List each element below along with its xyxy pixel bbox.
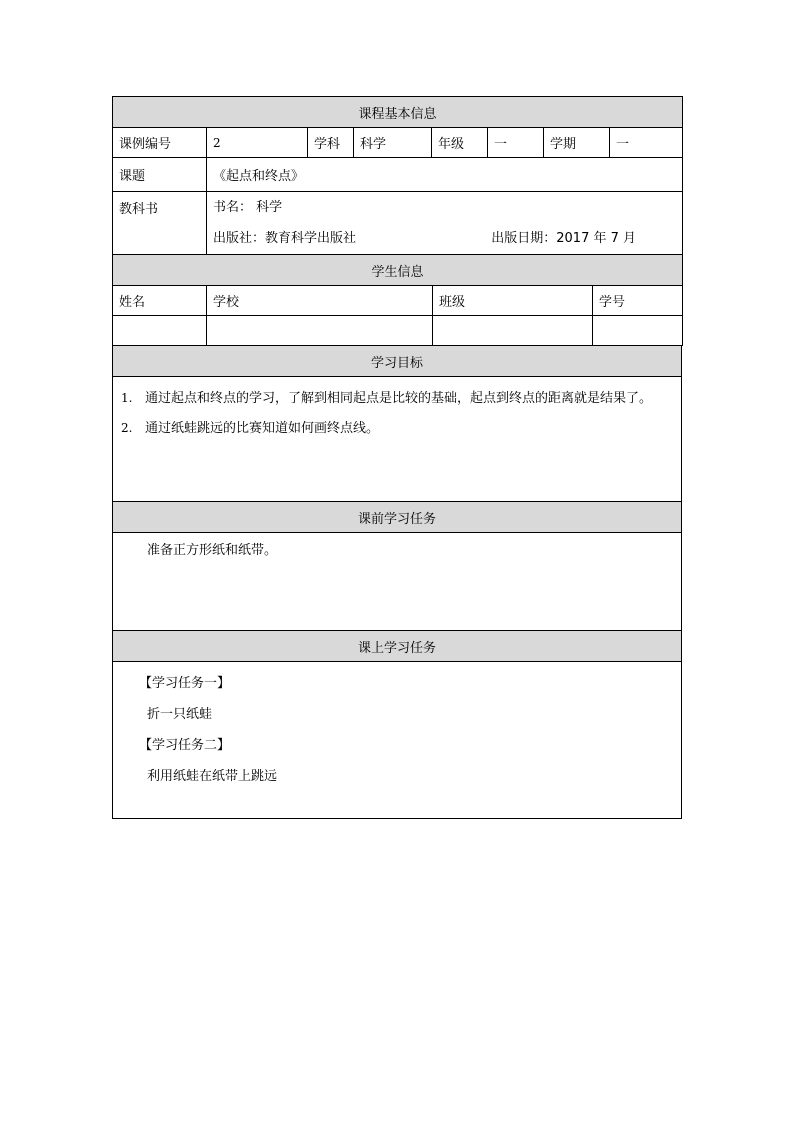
task2-text: 利用纸蛙在纸带上跳远 [147, 769, 278, 784]
course-info-table [112, 96, 683, 255]
grade-value: 一 [488, 128, 544, 158]
name-cell[interactable] [113, 316, 207, 346]
name-label: 姓名 [113, 286, 207, 316]
objectives-body [113, 377, 682, 502]
topic-value: 《起点和终点》 [207, 158, 683, 192]
student-id-label: 学号 [593, 286, 683, 316]
class-task-body [113, 662, 682, 819]
pre-task-header: 课前学习任务 [113, 502, 682, 533]
publish-date: 出版日期：2017 年 7 月 [491, 231, 637, 246]
list-item: 2. 通过纸蛙跳远的比赛知道如何画终点线。 [121, 421, 380, 436]
textbook-label: 教科书 [113, 192, 207, 255]
subject-value: 科学 [354, 128, 432, 158]
school-cell[interactable] [207, 316, 433, 346]
class-task-header: 课上学习任务 [113, 631, 682, 662]
student-info-header: 学生信息 [113, 255, 683, 286]
publisher: 出版社：教育科学出版社 [213, 231, 357, 246]
pre-task-body: 准备正方形纸和纸带。 [113, 533, 682, 631]
term-value: 一 [610, 128, 683, 158]
class-label: 班级 [433, 286, 593, 316]
student-info-table [112, 254, 683, 346]
class-cell[interactable] [433, 316, 593, 346]
list-item: 1. 通过起点和终点的学习，了解到相同起点是比较的基础，起点到终点的距离就是结果了。 [121, 391, 653, 406]
subject-label: 学科 [308, 128, 354, 158]
tasks-table [112, 345, 682, 819]
case-no-label: 课例编号 [113, 128, 207, 158]
course-info-header: 课程基本信息 [113, 97, 683, 128]
student-id-cell[interactable] [593, 316, 683, 346]
topic-label: 课题 [113, 158, 207, 192]
case-no-value: 2 [207, 128, 308, 158]
school-label: 学校 [207, 286, 433, 316]
book-name: 书名： 科学 [213, 200, 283, 215]
objectives-header: 学习目标 [113, 346, 682, 377]
task1-text: 折一只纸蛙 [147, 707, 213, 722]
task1-title: 【学习任务一】 [139, 676, 231, 691]
course-info-sheet [112, 96, 682, 819]
task2-title: 【学习任务二】 [139, 738, 231, 753]
term-label: 学期 [544, 128, 610, 158]
grade-label: 年级 [432, 128, 488, 158]
